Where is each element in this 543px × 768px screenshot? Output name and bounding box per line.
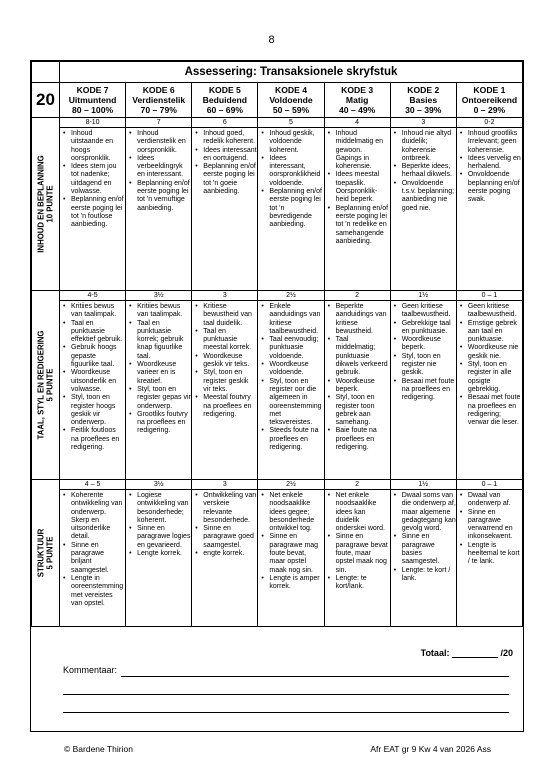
descriptor-item: • Sinne en paragrawe goed saamgestel.: [203, 525, 257, 550]
code-header-2: [390, 83, 456, 118]
rubric-cell: [258, 291, 324, 480]
descriptor-body: [60, 130, 125, 290]
code-header-range: 70 – 79%: [140, 105, 177, 116]
criteria-row-taal: [32, 291, 523, 480]
rubric-cell: [192, 291, 258, 480]
mark-range: 3: [391, 118, 456, 128]
descriptor-item: • Ontwikkeling van verskeie relevante besonderhede.: [203, 492, 257, 525]
descriptor-item: • Taal en punktuasie effektief gebruik.: [71, 320, 125, 345]
descriptor-item: • Idees vervelig en herhalend.: [468, 155, 522, 172]
code-header-1: [456, 83, 522, 118]
total-input-line[interactable]: [452, 647, 498, 658]
descriptor-item: • Lengte is heeltemal te kort / te lank.: [468, 542, 522, 567]
descriptor-list: [391, 492, 456, 583]
mark-range: 3½: [126, 291, 191, 301]
mark-range: 4 – 5: [60, 480, 125, 490]
descriptor-list: [60, 130, 125, 230]
descriptor-body: [325, 130, 390, 290]
mark-range: 2½: [258, 480, 323, 490]
descriptor-item: • Dwaal soms van die onderwerp af, maar algemene gedagtegang kan gevolg word.: [402, 492, 456, 533]
mark-range: 1½: [391, 480, 456, 490]
descriptor-item: • Styl, toon en register in alle opsigte gebrekkig.: [468, 361, 522, 394]
descriptor-item: • Onvoldoende beplanning en/of eerste poging swak.: [468, 171, 522, 204]
descriptor-item: • Woordkeuse voldoende.: [269, 361, 323, 378]
footer-copyright: © Bardene Thirion: [64, 744, 133, 754]
mark-range: 7: [126, 118, 191, 128]
descriptor-item: • Beplanning en/of eerste poging lei tot 'n foutlose aanbieding.: [71, 196, 125, 229]
descriptor-list: [258, 130, 323, 230]
descriptor-body: [325, 303, 390, 479]
criteria-label-cell: [32, 118, 60, 291]
code-header-code: KODE 3: [341, 85, 374, 95]
descriptor-item: • Beplanning en/of eerste poging lei tot 'n redelike en samehangende aanbieding.: [336, 205, 390, 246]
rubric-cell: [324, 118, 390, 291]
descriptor-item: • Feitlik foutloos na proeflees en redigering.: [71, 427, 125, 452]
descriptor-item: • Inhoud geskik, voldoende koherent.: [269, 130, 323, 155]
descriptor-item: • Idees stem jou tot nadenke; uitdagend en volwasse.: [71, 163, 125, 196]
criteria-label-points: 5 PUNTE: [45, 368, 55, 402]
descriptor-item: • Styl, toon en register nie geskik.: [402, 353, 456, 378]
descriptor-item: • Taal middelmatig; punktuasie dikwels verkeerd gebruik.: [336, 336, 390, 377]
descriptor-item: • Baie foute na proeflees en redigering.: [336, 427, 390, 452]
descriptor-body: [258, 130, 323, 290]
mark-range: 6: [192, 118, 257, 128]
descriptor-list: [457, 130, 522, 205]
descriptor-item: • Woordkeuse varieer en is kreatief.: [137, 361, 191, 386]
code-header-name: Ontoereikend: [461, 95, 518, 106]
descriptor-item: • Sinne en paragrawe basies saamgestel.: [402, 533, 456, 566]
descriptor-item: • Beplanning en/of eerste poging lei tot 'n vernuftige aanbieding.: [137, 180, 191, 213]
comment-line-1[interactable]: [121, 676, 509, 677]
rubric-cell: [126, 480, 192, 627]
descriptor-item: • Koherente ontwikkeling van onderwerp. Skerp en uitsonderlike detail.: [71, 492, 125, 542]
mark-range: 2: [325, 291, 390, 301]
descriptor-item: • Grootliks foutvry na proeflees en redigering.: [137, 411, 191, 436]
descriptor-item: • Idees meestal toepaslik. Oorspronklik-heid beperk.: [336, 171, 390, 204]
descriptor-item: • Idees verbeeldingryk en interessant.: [137, 155, 191, 180]
criteria-label: [36, 529, 55, 578]
descriptor-item: • Styl, toon en register hoogs geskik vir onderwerp.: [71, 394, 125, 427]
descriptor-item: • Idees interessant en oortuigend.: [203, 147, 257, 164]
descriptor-item: • Beplanning en/of eerste poging lei tot 'n bevredigende aanbieding.: [269, 188, 323, 229]
descriptor-body: [126, 492, 191, 626]
rubric-table: [31, 61, 523, 627]
mark-range: 8-10: [60, 118, 125, 128]
rubric-cell: [126, 118, 192, 291]
descriptor-item: • Geen kritiese taalbewustheid.: [402, 303, 456, 320]
descriptor-list: [258, 303, 323, 452]
mark-range: 0 – 1: [457, 480, 522, 490]
rubric-cell: [126, 291, 192, 480]
code-header-4: [258, 83, 324, 118]
code-header-code: KODE 5: [208, 85, 241, 95]
descriptor-item: • Besaai met foute na proeflees en redigering; verwar die leser.: [468, 394, 522, 427]
rubric-cell: [258, 118, 324, 291]
descriptor-item: • Kritiese bewustheid van taal duidelik.: [203, 303, 257, 328]
descriptor-item: • Onvoldoende t.s.v. beplanning; aanbieding nie goed nie.: [402, 180, 456, 213]
descriptor-body: [60, 303, 125, 479]
mark-range: 3: [192, 291, 257, 301]
code-header-code: KODE 2: [407, 85, 440, 95]
descriptor-item: • Kritiies bewus van taalimpak.: [137, 303, 191, 320]
code-header-7: [60, 83, 126, 118]
descriptor-body: [192, 492, 257, 626]
code-header-name: Voldoende: [269, 95, 313, 106]
descriptor-list: [126, 130, 191, 213]
rubric-cell: [456, 480, 522, 627]
code-header-5: [192, 83, 258, 118]
descriptor-item: • Besaai met foute na proeflees en redigering.: [402, 378, 456, 403]
rubric-cell: [60, 480, 126, 627]
criteria-row-inhoud: [32, 118, 523, 291]
descriptor-item: • Lengte: te kort/lank.: [336, 575, 390, 592]
descriptor-item: • Inhoud middelmatig en gewoon. Gapings in koherensie.: [336, 130, 390, 171]
total-points: 20: [32, 83, 60, 118]
descriptor-item: • Styl, toon en register geskik vir teks.: [203, 369, 257, 394]
descriptor-item: • Gebruik hoogs gepaste figuurlike taal.: [71, 344, 125, 369]
descriptor-item: • Inhoud goed, redelik koherent.: [203, 130, 257, 147]
descriptor-item: • Lengte: te kort / lank.: [402, 567, 456, 584]
mark-range: 4: [325, 118, 390, 128]
descriptor-item: • Styl, toon en register oor die algemeen in ooreenstemming met teksvereistes.: [269, 378, 323, 428]
descriptor-list: [126, 303, 191, 436]
descriptor-item: • Geen kritiese taalbewustheid.: [468, 303, 522, 320]
criteria-label-cell: [32, 291, 60, 480]
descriptor-item: • Woordkeuse nie geskik nie.: [468, 344, 522, 361]
descriptor-item: • Enkele aanduidings van kritiese taalbewustheid.: [269, 303, 323, 336]
descriptor-body: [457, 130, 522, 290]
descriptor-item: • Beperkte aanduidings van kritiese bewustheid.: [336, 303, 390, 336]
footer-course-info: Afr EAT gr 9 Kw 4 van 2026 Ass: [370, 744, 491, 754]
descriptor-item: • Inhoud verdienstelik en oorspronklik.: [137, 130, 191, 155]
comment-line-3[interactable]: [63, 712, 509, 713]
descriptor-body: [126, 130, 191, 290]
descriptor-item: • Meestal foutvry na proeflees en redigering.: [203, 394, 257, 419]
rubric-cell: [192, 118, 258, 291]
descriptor-item: • Sinne en paragrawe bevat foute, maar opstel maak nog sin.: [336, 533, 390, 574]
code-header-range: 50 – 59%: [272, 105, 310, 116]
descriptor-item: • Sinne en paragrawe verwarrend en inkonsekwent.: [468, 509, 522, 542]
mark-range: 4-5: [60, 291, 125, 301]
descriptor-list: [457, 492, 522, 567]
code-header-code: KODE 1: [473, 85, 506, 95]
descriptor-item: • Lengte is amper korrek.: [269, 575, 323, 592]
descriptor-body: [391, 492, 456, 626]
descriptor-body: [325, 492, 390, 626]
code-header-range: 30 – 39%: [405, 105, 442, 116]
mark-range: 2: [325, 480, 390, 490]
descriptor-item: • Sinne en paragrawe mag foute bevat, maar opstel maak nog sin.: [269, 533, 323, 574]
descriptor-item: • Idees interessant, oorspronklikheid voldoende.: [269, 155, 323, 188]
descriptor-body: [126, 303, 191, 479]
descriptor-list: [325, 130, 390, 246]
mark-range: 3: [192, 480, 257, 490]
descriptor-item: • Taal eenvoudig; punktuasie voldoende.: [269, 336, 323, 361]
criteria-label: [36, 331, 55, 440]
criteria-label-title: TAAL, STYL EN REDIGERING: [36, 330, 46, 440]
rubric-cell: [390, 291, 456, 480]
rubric-cell: [258, 480, 324, 627]
descriptor-list: [258, 492, 323, 592]
rubric-cell: [390, 118, 456, 291]
descriptor-list: [192, 303, 257, 419]
descriptor-item: • Beplanning en/of eerste poging lei tot 'n goeie aanbieding.: [203, 163, 257, 196]
rubric-sheet: [30, 60, 524, 732]
descriptor-item: • Styl, toon en register toon gebrek aan samehang.: [336, 394, 390, 427]
comment-label: Kommentaar:: [63, 665, 118, 675]
descriptor-item: • Inhoud grootliks Irrelevant; geen koherensie.: [468, 130, 522, 155]
descriptor-item: • Woordkeuse uitsonderlik en volwasse.: [71, 369, 125, 394]
criteria-label-title: INHOUD EN BEPLANNING: [36, 155, 46, 253]
descriptor-body: [258, 303, 323, 479]
code-header-code: KODE 4: [274, 85, 307, 95]
page-number: 8: [268, 34, 275, 46]
descriptor-body: [258, 492, 323, 626]
descriptor-item: • Steeds foute na proeflees en redigering.: [269, 427, 323, 452]
descriptor-item: • Woordkeuse beperk.: [336, 378, 390, 395]
descriptor-list: [192, 492, 257, 558]
rubric-cell: [324, 291, 390, 480]
mark-range: 2½: [258, 291, 323, 301]
criteria-row-struktuur: [32, 480, 523, 627]
code-header-name: Basies: [409, 95, 438, 106]
footer-area: [31, 642, 523, 731]
code-header-range: 80 – 100%: [72, 105, 114, 116]
descriptor-item: • Inhoud nie altyd duidelik; koherensie ontbreek.: [402, 130, 456, 163]
descriptor-item: • Lengte in ooreenstemming met vereistes van opstel.: [71, 575, 125, 608]
rubric-cell: [60, 118, 126, 291]
descriptor-body: [457, 492, 522, 626]
descriptor-body: [391, 130, 456, 290]
code-header-name: Uitmuntend: [68, 95, 117, 106]
criteria-label: [36, 155, 55, 252]
code-header-name: Matig: [345, 95, 369, 106]
code-header-range: 0 – 29%: [473, 105, 506, 116]
descriptor-item: • Dwaal van onderwerp af.: [468, 492, 522, 509]
rubric-cell: [390, 480, 456, 627]
code-header-name: Beduidend: [202, 95, 248, 106]
code-header-code: KODE 7: [76, 85, 109, 95]
descriptor-item: • Woordkeuse geskik vir teks.: [203, 353, 257, 370]
descriptor-list: [192, 130, 257, 196]
descriptor-item: • Logiese ontwikkeling van besonderhede; koherent.: [137, 492, 191, 525]
descriptor-body: [192, 303, 257, 479]
comment-line-2[interactable]: [63, 694, 509, 695]
criteria-label-points: 5 PUNTE: [45, 536, 55, 570]
descriptor-item: • Lengte korrek.: [137, 550, 191, 558]
criteria-label-cell: [32, 480, 60, 627]
descriptor-body: [457, 303, 522, 479]
descriptor-item: • Ernstige gebrek aan taal en punktuasie.: [468, 320, 522, 345]
mark-range: 0-2: [457, 118, 522, 128]
rubric-cell: [456, 118, 522, 291]
descriptor-item: • Sinne en paragrawe logies en gevarieerd.: [137, 525, 191, 550]
descriptor-list: [60, 492, 125, 608]
rubric-title: Assessering: Transaksionele skryfstuk: [60, 62, 523, 83]
descriptor-body: [60, 492, 125, 626]
code-header-6: [126, 83, 192, 118]
code-header-code: KODE 6: [142, 85, 175, 95]
code-header-range: 40 – 49%: [338, 105, 376, 116]
criteria-label-points: 10 PUNTE: [45, 185, 55, 223]
descriptor-item: • Gebrekkige taal en punktuasie.: [402, 320, 456, 337]
descriptor-list: [391, 303, 456, 403]
descriptor-item: • Sinne en paragrawe briljant saamgestel.: [71, 542, 125, 575]
descriptor-list: [126, 492, 191, 558]
code-header-3: [324, 83, 390, 118]
mark-range: 3½: [126, 480, 191, 490]
descriptor-item: • Styl, toon en register gepas vir onderwerp.: [137, 386, 191, 411]
descriptor-list: [325, 492, 390, 592]
mark-range: 0 – 1: [457, 291, 522, 301]
descriptor-item: • Taal en punktuasie meestal korrek.: [203, 328, 257, 353]
descriptor-item: • Woordkeuse beperk.: [402, 336, 456, 353]
descriptor-item: • Net enkele noodsaaklike idees kan duidelik onderskei word.: [336, 492, 390, 533]
code-header-name: Verdienstelik: [132, 95, 186, 106]
total-label: Totaal:: [420, 648, 450, 658]
descriptor-body: [391, 303, 456, 479]
descriptor-item: • Taal en punktuasie korrek; gebruik knap figuurlike taal.: [137, 320, 191, 361]
total-denominator: /20: [500, 648, 513, 658]
descriptor-body: [192, 130, 257, 290]
descriptor-list: [457, 303, 522, 427]
descriptor-item: • Kritiies bewus van taalimpak.: [71, 303, 125, 320]
mark-range: 5: [258, 118, 323, 128]
descriptor-item: • Net enkele noodsaaklike idees gegee; besonderhede ontwikkel tog.: [269, 492, 323, 533]
rubric-cell: [192, 480, 258, 627]
rubric-cell: [456, 291, 522, 480]
rubric-corner-blank: [32, 62, 60, 83]
code-header-range: 60 – 69%: [206, 105, 244, 116]
mark-range: 1½: [391, 291, 456, 301]
descriptor-item: • Inhoud uitstaande en hoogs oorspronklik.: [71, 130, 125, 163]
descriptor-item: • engte korrek.: [203, 550, 257, 558]
criteria-label-title: STRUKTUUR: [36, 528, 46, 578]
descriptor-item: • Beperkte idees, herhaal dikwels.: [402, 163, 456, 180]
descriptor-list: [60, 303, 125, 452]
descriptor-list: [325, 303, 390, 452]
rubric-cell: [60, 291, 126, 480]
rubric-cell: [324, 480, 390, 627]
total-field: [421, 647, 513, 658]
descriptor-list: [391, 130, 456, 213]
